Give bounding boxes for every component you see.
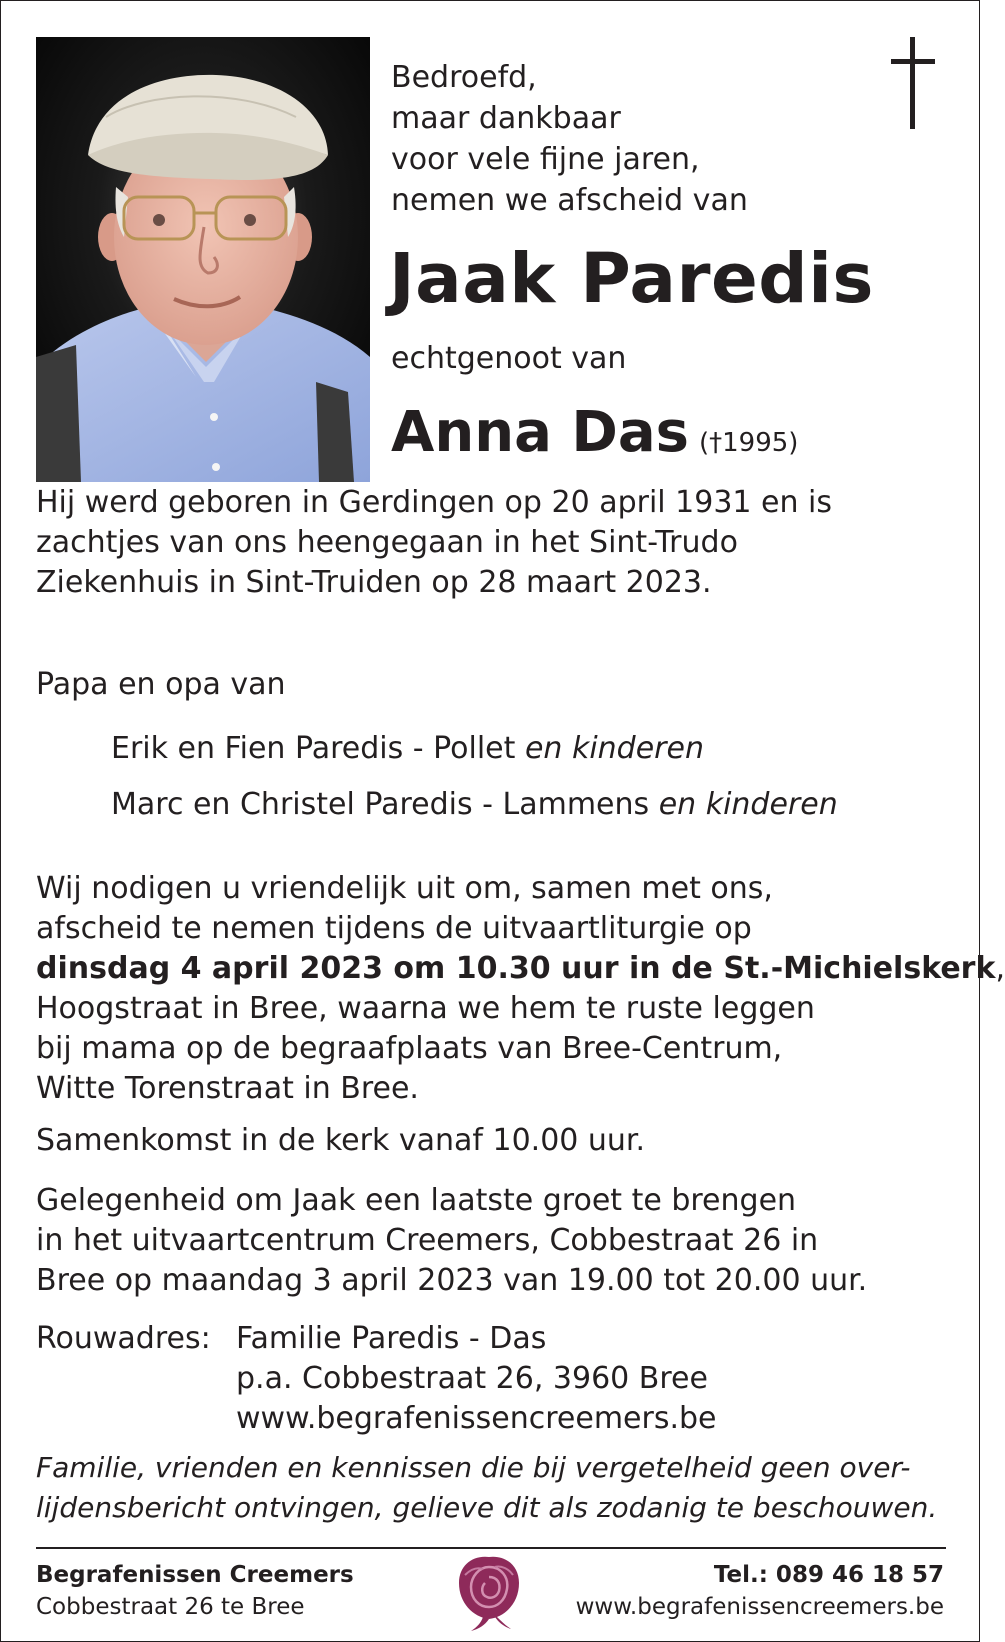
service-datetime: dinsdag 4 april 2023 om 10.30 uur in de St.-Michielskerk bbox=[36, 951, 996, 986]
mourning-address bbox=[36, 1319, 717, 1439]
text-line: Wij nodigen u vriendelijk uit om, samen met ons, bbox=[36, 871, 773, 906]
company-name: Begrafenissen Creemers bbox=[36, 1562, 354, 1588]
invitation-paragraph bbox=[36, 869, 1005, 1109]
address-label: Rouwadres: bbox=[36, 1321, 211, 1356]
address-line: p.a. Cobbestraat 26, 3960 Bree bbox=[236, 1361, 708, 1396]
visitation-paragraph bbox=[36, 1181, 867, 1301]
text-line: Familie, vrienden en kennissen die bij vergetelheid geen over- bbox=[36, 1451, 911, 1484]
intro-text bbox=[391, 57, 748, 221]
company-address: Cobbestraat 26 te Bree bbox=[36, 1594, 305, 1620]
child-family-line bbox=[111, 729, 704, 769]
address-website: www.begrafenissencreemers.be bbox=[236, 1401, 717, 1436]
spouse bbox=[391, 399, 798, 467]
spouse-label: echtgenoot van bbox=[391, 341, 627, 376]
text-line: Witte Torenstraat in Bree. bbox=[36, 1071, 419, 1106]
footer-contact bbox=[576, 1559, 944, 1623]
text-line: bij mama op de begraafplaats van Bree-Centrum, bbox=[36, 1031, 783, 1066]
portrait-photo bbox=[36, 37, 370, 482]
punctuation: , bbox=[995, 951, 1005, 986]
deceased-name: Jaak Paredis bbox=[389, 239, 874, 319]
cross-icon bbox=[891, 37, 935, 129]
closing-note bbox=[36, 1448, 937, 1528]
address-line: Familie Paredis - Das bbox=[236, 1321, 547, 1356]
text-line bbox=[36, 1319, 717, 1359]
text-line: afscheid te nemen tijdens de uitvaartliturgie op bbox=[36, 911, 752, 946]
rose-icon bbox=[453, 1551, 525, 1633]
text-line: Hij werd geboren in Gerdingen op 20 april 1931 en is bbox=[36, 485, 833, 520]
footer-website[interactable]: www.begrafenissencreemers.be bbox=[575, 1594, 944, 1620]
text-line: Bree op maandag 3 april 2023 van 19.00 tot 20.00 uur. bbox=[36, 1263, 868, 1298]
text-line: zachtjes van ons heengegaan in het Sint-Trudo bbox=[36, 525, 738, 560]
intro-line: Bedroefd, bbox=[391, 60, 537, 95]
intro-line: voor vele fijne jaren, bbox=[391, 142, 700, 177]
text-line: in het uitvaartcentrum Creemers, Cobbestraat 26 in bbox=[36, 1223, 819, 1258]
intro-line: maar dankbaar bbox=[391, 101, 621, 136]
footer-divider bbox=[36, 1547, 946, 1549]
child-family-line bbox=[111, 785, 838, 825]
intro-line: nemen we afscheid van bbox=[391, 183, 748, 218]
text-line: Hoogstraat in Bree, waarna we hem te ruste leggen bbox=[36, 991, 815, 1026]
text-line: Gelegenheid om Jaak een laatste groet te brengen bbox=[36, 1183, 797, 1218]
footer-company bbox=[36, 1559, 354, 1623]
text-line: lijdensbericht ontvingen, gelieve dit als zodanig te beschouwen. bbox=[36, 1491, 938, 1524]
text-line: Ziekenhuis in Sint-Truiden op 28 maart 2023. bbox=[36, 565, 712, 600]
child-suffix: en kinderen bbox=[524, 731, 704, 766]
family-intro: Papa en opa van bbox=[36, 667, 286, 702]
spouse-death-year: (†1995) bbox=[698, 428, 799, 458]
child-suffix: en kinderen bbox=[658, 787, 838, 822]
phone-number: Tel.: 089 46 18 57 bbox=[713, 1562, 944, 1588]
spouse-name: Anna Das bbox=[391, 400, 689, 465]
child-names: Marc en Christel Paredis - Lammens bbox=[111, 787, 650, 822]
child-names: Erik en Fien Paredis - Pollet bbox=[111, 731, 516, 766]
birth-paragraph bbox=[36, 483, 832, 603]
text-line bbox=[36, 949, 1005, 989]
gathering-text: Samenkomst in de kerk vanaf 10.00 uur. bbox=[36, 1123, 646, 1158]
